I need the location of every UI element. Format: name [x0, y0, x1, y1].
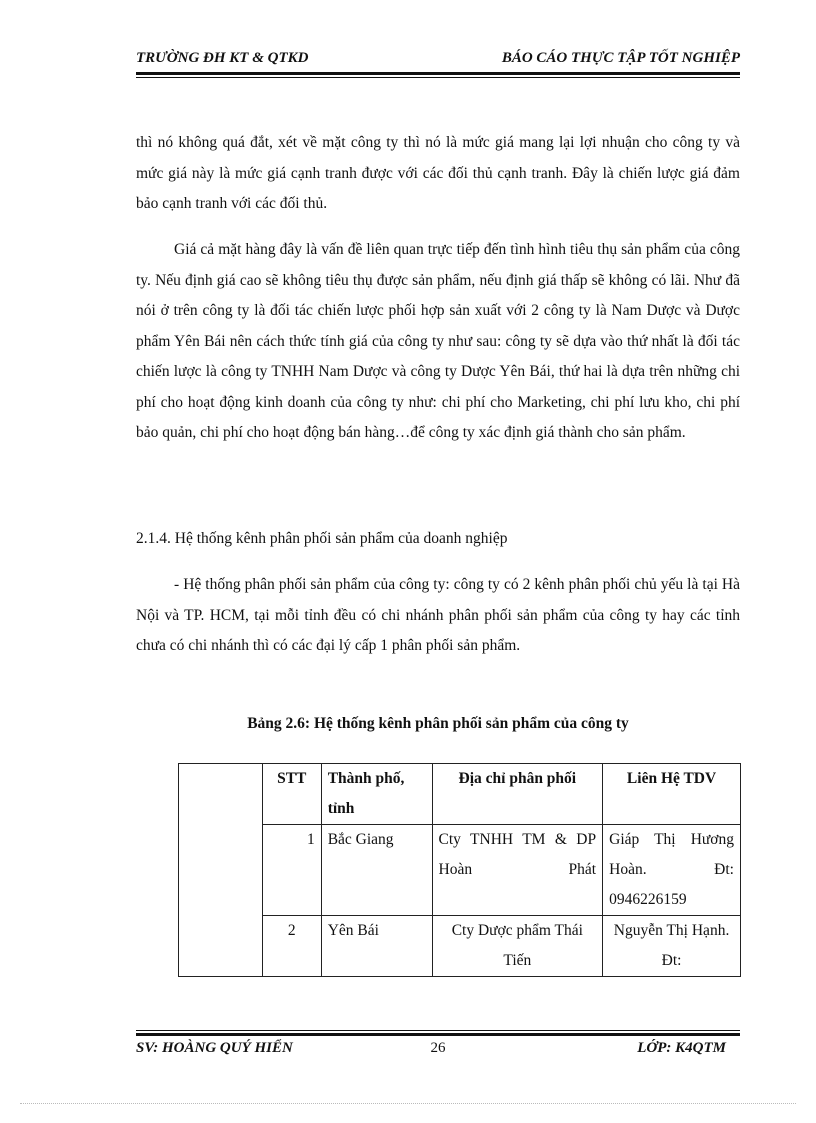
header-rule-thin — [136, 77, 740, 78]
header-stt: STT — [262, 764, 321, 825]
paragraph-pricing-method: Giá cả mặt hàng đây là vấn đề liên quan trực tiếp đến tình hình tiêu thụ sản phẩm của công ty. Nếu định giá cao sẽ không tiêu thụ được sản phẩm, nếu định giá thấp sẽ không có lãi. Như đã nói ở trên công ty là đối tác chiến lược phối hợp sản xuất với 2 công ty là Nam Dược và Dược phẩm Yên Bái nên cách thức tính giá của công ty như sau: công ty sẽ dựa vào thứ nhất là đối tác chiến lược là công ty TNHH Nam Dược và công ty Dược Yên Bái, thứ hai là dựa trên những chi phí cho hoạt động kinh doanh của công ty như: chi phí cho Marketing, chi phí lưu kho, chi phí bảo quản, chi phí cho hoạt động bán hàng…để công ty xác định giá thành cho sản phẩm. — [136, 241, 740, 441]
row-contact: Giáp Thị Hương Hoàn. Đt: 0946226159 — [603, 825, 741, 916]
footer-rule-thick — [136, 1033, 740, 1036]
row-address: Cty TNHH TM & DP Hoàn Phát — [432, 825, 603, 916]
page-footer — [136, 1040, 740, 1060]
header-contact: Liên Hệ TDV — [603, 764, 741, 825]
paragraph-pricing-end: thì nó không quá đắt, xét về mặt công ty thì nó là mức giá mang lại lợi nhuận cho công ty và mức giá này là mức giá cạnh tranh được với các đối thủ cạnh tranh. Đây là chiến lược giá đảm bảo cạnh tranh với các đối thủ. — [136, 134, 740, 212]
row-stt: 1 — [262, 825, 321, 916]
page-bottom-edge — [20, 1103, 796, 1104]
table-header-row — [179, 764, 741, 825]
table-left-blank-cell — [179, 764, 263, 977]
header-school: TRƯỜNG ĐH KT & QTKD — [136, 50, 309, 66]
header-rule-thick — [136, 72, 740, 75]
header-address: Địa chỉ phân phối — [432, 764, 603, 825]
footer-class: LỚP: K4QTM — [637, 1040, 726, 1056]
header-report-title: BÁO CÁO THỰC TẬP TỐT NGHIỆP — [501, 50, 740, 66]
row-contact: Nguyễn Thị Hạnh. Đt: — [603, 916, 741, 977]
page-header — [136, 50, 740, 70]
row-city: Yên Bái — [321, 916, 432, 977]
distribution-table — [178, 763, 741, 977]
table-row — [179, 916, 741, 977]
table-caption: Bảng 2.6: Hệ thống kênh phân phối sản phẩm của công ty — [247, 715, 629, 732]
row-city: Bắc Giang — [321, 825, 432, 916]
footer-student: SV: HOÀNG QUÝ HIỂN — [136, 1040, 293, 1056]
header-city: Thành phố, tỉnh — [321, 764, 432, 825]
table-row — [179, 825, 741, 916]
page-number: 26 — [430, 1040, 446, 1056]
row-address: Cty Dược phẩm Thái Tiến — [432, 916, 603, 977]
paragraph-distribution: - Hệ thống phân phối sản phẩm của công ty: công ty có 2 kênh phân phối chủ yếu là tại Hà Nội và TP. HCM, tại mỗi tỉnh đều có chi nhánh phân phối sản phẩm của công ty hay các tỉnh chưa có chi nhánh thì có các đại lý cấp 1 phân phối sản phẩm. — [136, 576, 740, 654]
footer-rule-thin — [136, 1030, 740, 1031]
row-stt: 2 — [262, 916, 321, 977]
section-heading: 2.1.4. Hệ thống kênh phân phối sản phẩm của doanh nghiệp — [136, 530, 508, 547]
